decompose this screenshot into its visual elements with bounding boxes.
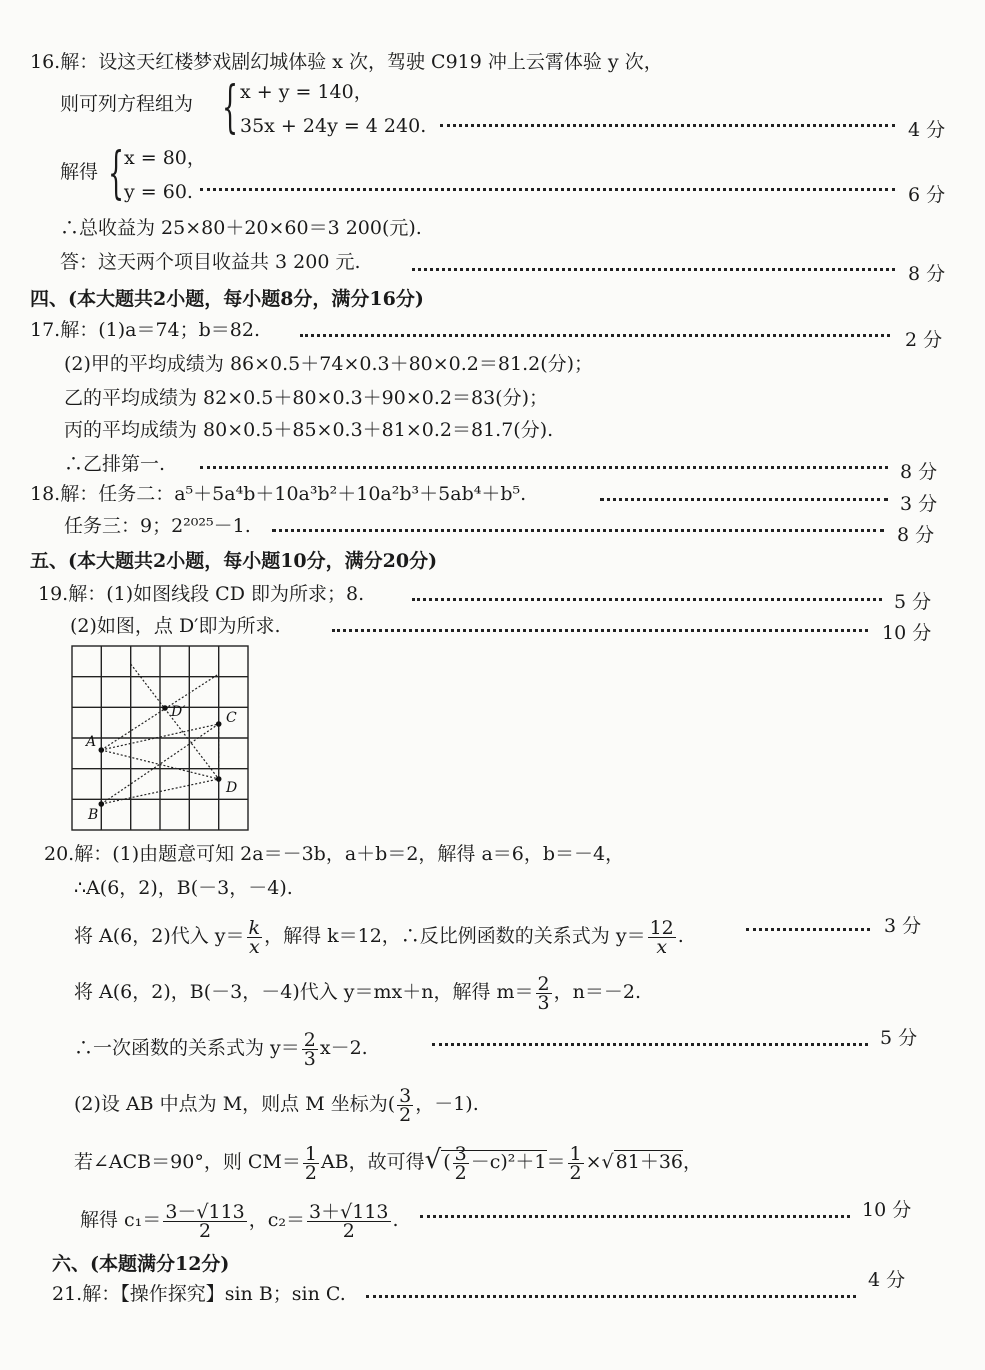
- q20-line5: [74, 1024, 368, 1072]
- q20-line3-a: 将 A(6，2)代入 y＝: [74, 925, 245, 947]
- dot-leader: [440, 124, 895, 127]
- q18-line1: 18.解：任务二：a⁵＋5a⁴b＋10a³b²＋10a²b³＋5ab⁴＋b⁵.: [30, 483, 527, 505]
- q16-score2: 6 分: [908, 184, 946, 206]
- q17-line1: 17.解：(1)a＝74；b＝82.: [30, 319, 261, 341]
- denominator: 2: [569, 1161, 582, 1184]
- section-6-title: 六、(本题满分12分): [52, 1253, 230, 1275]
- q20-line1: 20.解：(1)由题意可知 2a＝－3b，a＋b＝2，解得 a＝6，b＝－4，: [44, 843, 625, 865]
- denominator: 2: [342, 1219, 355, 1242]
- label-D: D: [226, 780, 238, 796]
- q20-line6-a: (2)设 AB 中点为 M，则点 M 坐标为(: [74, 1093, 396, 1115]
- q20-line8: [80, 1196, 399, 1244]
- numerator: 3－√113: [165, 1200, 245, 1223]
- point-Dprime: [162, 705, 168, 711]
- q16-eq-b: 35x + 24y = 4 240.: [240, 115, 427, 137]
- q20-line2: ∴A(6，2)，B(－3，－4).: [74, 877, 293, 899]
- dot-leader: [420, 1215, 850, 1218]
- q20-line4-a: 将 A(6，2)，B(－3，－4)代入 y＝mx＋n，解得 m＝: [74, 981, 534, 1003]
- dot-leader: [332, 629, 868, 632]
- q16-sol-a: x = 80，: [124, 147, 206, 169]
- denominator: 2: [199, 1219, 212, 1242]
- numerator: 2: [303, 1028, 316, 1051]
- numerator: 2: [537, 972, 550, 995]
- q16-line1: 16.解：设这天红楼梦戏剧幻城体验 x 次，驾驶 C919 冲上云霄体验 y 次，: [30, 51, 663, 73]
- dot-leader: [746, 928, 870, 931]
- denominator: x: [248, 935, 260, 958]
- dot-leader: [300, 334, 890, 337]
- q20-line7-a: 若∠ACB＝90°，则 CM＝: [74, 1151, 301, 1173]
- label-Dprime: D′: [171, 704, 186, 720]
- q20-line8-c: .: [392, 1209, 399, 1231]
- q19-grid-figure: [68, 644, 252, 834]
- q20-line5-b: x－2.: [319, 1037, 368, 1059]
- dot-leader: [200, 188, 895, 191]
- numerator: k: [248, 916, 261, 939]
- q16-line4: ∴总收益为 25×80＋20×60＝3 200(元).: [60, 217, 422, 239]
- denominator: 3: [303, 1047, 316, 1070]
- dot-leader: [272, 529, 884, 532]
- section-5-title: 五、(本大题共2小题，每小题10分，满分20分): [30, 550, 438, 572]
- q17-score1: 2 分: [905, 329, 943, 351]
- q17-line4: 丙的平均成绩为 80×0.5＋85×0.3＋81×0.2＝81.7(分).: [64, 419, 554, 441]
- dot-leader: [432, 1043, 868, 1046]
- q18-line2: 任务三：9；2²⁰²⁵－1.: [64, 515, 251, 537]
- q16-score3: 8 分: [908, 263, 946, 285]
- q16-line5: 答：这天两个项目收益共 3 200 元.: [60, 251, 361, 273]
- q17-score2: 8 分: [900, 461, 938, 483]
- q20-line3: [74, 912, 684, 960]
- q20-line4-b: ，n＝－2.: [553, 981, 641, 1003]
- q21-line1: 21.解：【操作探究】sin B；sin C.: [52, 1283, 346, 1305]
- q20-line8-a: 解得 c₁＝: [80, 1209, 162, 1231]
- dot-leader: [366, 1295, 856, 1298]
- fraction-3-over-2: [453, 1142, 469, 1184]
- q16-lead3: 解得: [60, 161, 99, 183]
- q18-score1: 3 分: [900, 493, 938, 515]
- times: ×: [585, 1151, 602, 1173]
- q16-score1: 4 分: [908, 119, 946, 141]
- q20-score3: 10 分: [862, 1199, 912, 1221]
- q17-line3: 乙的平均成绩为 82×0.5＋80×0.3＋90×0.2＝83(分)；: [64, 387, 548, 409]
- denominator: 3: [537, 991, 550, 1014]
- denominator: x: [656, 935, 668, 958]
- q20-line6: [74, 1080, 479, 1128]
- q20-score2: 5 分: [880, 1027, 918, 1049]
- numerator: 3＋√113: [309, 1200, 389, 1223]
- label-B: B: [88, 807, 99, 823]
- q17-line2: (2)甲的平均成绩为 86×0.5＋74×0.3＋80×0.2＝81.2(分)；: [64, 353, 594, 375]
- numerator: 3: [399, 1084, 412, 1107]
- sqrt-tail: －c)²＋1: [470, 1151, 547, 1173]
- q16-eq-a: x + y = 140，: [240, 81, 373, 103]
- fraction-1-over-2: [303, 1142, 319, 1184]
- section-4-title: 四、(本大题共2小题，每小题8分，满分16分): [30, 288, 424, 310]
- point-C: [216, 721, 222, 727]
- q19-score2: 10 分: [882, 622, 932, 644]
- fraction-c1: [163, 1200, 246, 1242]
- fraction-1-over-2: [568, 1142, 584, 1184]
- q18-score2: 8 分: [897, 524, 935, 546]
- segment-Dprime-D: [131, 664, 219, 779]
- fraction-c2: [307, 1200, 390, 1242]
- q17-line5: ∴乙排第一.: [64, 453, 166, 475]
- q20-line7: [74, 1136, 702, 1186]
- numerator: 12: [649, 916, 674, 939]
- dot-leader: [200, 466, 888, 469]
- numerator: 1: [569, 1142, 582, 1165]
- radical-icon: √: [601, 1151, 614, 1173]
- label-A: A: [86, 734, 97, 750]
- fraction-2-over-3: [302, 1028, 318, 1070]
- fraction-3-over-2: [397, 1084, 413, 1126]
- numerator: 1: [304, 1142, 317, 1165]
- denominator: 2: [399, 1103, 412, 1126]
- dot-leader: [412, 598, 882, 601]
- brace-icon: {: [108, 141, 125, 206]
- q16-lead2: 则可列方程组为: [60, 93, 194, 115]
- q20-line3-b: ，解得 k＝12，∴反比例函数的关系式为 y＝: [264, 925, 646, 947]
- equals: ＝: [546, 1151, 566, 1173]
- fraction-12-over-x: [648, 916, 676, 958]
- fraction-2-over-3: [536, 972, 552, 1014]
- q20-line5-a: ∴一次函数的关系式为 y＝: [74, 1037, 300, 1059]
- q16-sol-b: y = 60.: [124, 181, 193, 203]
- numerator: 3: [454, 1142, 467, 1165]
- q20-line7-b: AB，故可得: [320, 1151, 425, 1173]
- q19-score1: 5 分: [894, 591, 932, 613]
- q20-line6-b: ，－1).: [415, 1093, 479, 1115]
- point-B: [99, 801, 105, 807]
- point-A: [99, 747, 105, 753]
- sqrt-expression: [441, 1142, 547, 1184]
- denominator: 2: [454, 1161, 467, 1184]
- sqrt-81-36: 81＋36: [615, 1151, 683, 1173]
- point-D: [216, 776, 222, 782]
- q20-score1: 3 分: [884, 915, 922, 937]
- q19-line1: 19.解：(1)如图线段 CD 即为所求；8.: [38, 583, 365, 605]
- q20-line3-c: .: [677, 925, 684, 947]
- q20-line8-b: ，c₂＝: [248, 1209, 306, 1231]
- denominator: 2: [304, 1161, 317, 1184]
- label-C: C: [226, 710, 237, 726]
- q21-score1: 4 分: [868, 1269, 906, 1291]
- dot-leader: [600, 498, 888, 501]
- fraction-k-over-x: [247, 916, 263, 958]
- brace-icon: {: [222, 75, 239, 140]
- q20-line4: [74, 968, 641, 1016]
- comma: ，: [683, 1151, 703, 1173]
- paren: (: [443, 1151, 451, 1173]
- q19-line2: (2)如图，点 D′即为所求.: [70, 615, 281, 637]
- grid-lines: [72, 646, 248, 830]
- dot-leader: [412, 268, 895, 271]
- radical-icon: √: [424, 1145, 442, 1175]
